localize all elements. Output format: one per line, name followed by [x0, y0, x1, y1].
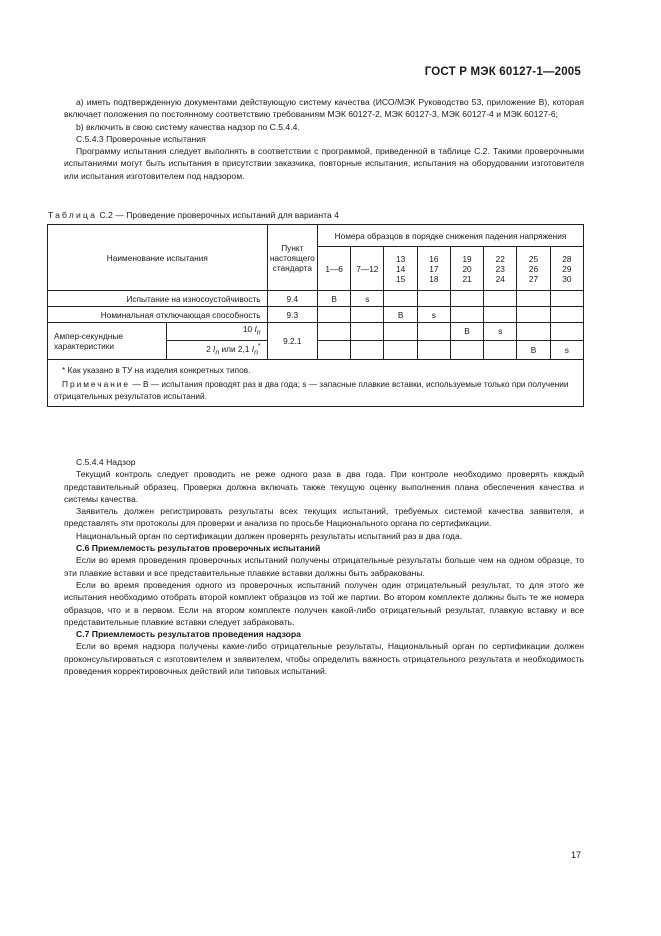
table-notes	[48, 360, 584, 407]
section-heading-c544: С.5.4.4 Надзор	[76, 457, 136, 467]
intro-block	[64, 96, 584, 182]
row-ampsec-r1-c6: s	[484, 323, 517, 341]
intro-item-a: а) иметь подтвержденную документами действующую систему качества (ИСО/МЭК Руководство 53, приложение В), которая включает положения по постоянному соответствию требованиям МЭК 60127-2, МЭК 60127-3, МЭК 60127-4 и МЭК 60127-6;	[64, 97, 584, 120]
c544-paragraph-3: Национальный орган по сертификации должен проверять результаты испытаний раз в два года.	[76, 530, 463, 541]
c6-paragraph-2: Если во время проведения одного из проверочных испытаний получен один отрицательный результат, то для этого же испытания необходимо отобрать второй комплект образцов из той же партии. Во втором комплекте должны быть те же номера образцов, что и в первом. Если на втором комплекте получен какой-либо отрицательный результат, плавкую вставку и все представительные плавкие вставки следует забраковать.	[64, 579, 584, 627]
row-ampsec-r1-c5: В	[450, 323, 483, 341]
header-sample-numbers: Номера образцов в порядке снижения падения напряжения	[318, 225, 584, 247]
page-number: 17	[570, 850, 581, 860]
header-test-name: Наименование испытания	[48, 225, 268, 291]
document-header: ГОСТ Р МЭК 60127-1—2005	[424, 66, 581, 78]
table-row-breaking	[48, 307, 584, 323]
sample-group-2: 7—12	[351, 247, 384, 291]
table-caption-text: С.2 — Проведение проверочных испытаний для варианта 4	[97, 210, 339, 220]
table-footnote: * Как указано в ТУ на изделия конкретных типов.	[62, 365, 251, 376]
row-breaking-clause: 9.3	[267, 307, 317, 323]
table-notes-row	[48, 360, 584, 407]
c6-paragraph-1: Если во время проведения проверочных испытаний получены отрицательные результаты больше чем на одном образце, то эти плавкие вставки и все представительные плавкие вставки должны быть забракованы.	[64, 555, 584, 578]
body-block	[64, 456, 584, 677]
sample-group-5: 19 20 21	[450, 247, 483, 291]
sample-group-3: 13 14 15	[384, 247, 417, 291]
section-text-c543: Программу испытания следует выполнять в соответствии с программой, приведенной в таблице С.2. Такими проверочными испытаниями могут быть испытания в присутствии заказчика, повторные испытания, испытания на оборудовании изготовителя или испытания изготовителем под надзором.	[64, 146, 584, 181]
row-wear-c1: В	[318, 291, 351, 307]
c7-paragraph-1: Если во время надзора получены какие-либо отрицательные результаты, Национальный орган по сертификации должен проконсультироваться с изготовителем и заявителем, чтобы определить важность отрицательного результата и необходимость проведения корректировочных действий или типовых испытаний.	[64, 641, 584, 677]
row-breaking-name: Номинальная отключающая способность	[48, 307, 268, 323]
row-breaking-c3: В	[384, 307, 417, 323]
row-ampsec-r2-c7: В	[517, 340, 550, 359]
table-row-wear	[48, 291, 584, 307]
row-ampsec-clause: 9.2.1	[267, 323, 317, 360]
table-caption	[48, 210, 339, 220]
table-row-ampsec-1	[48, 323, 584, 341]
section-heading-c6: С.6 Приемлемость результатов проверочных испытаний	[76, 543, 321, 554]
sample-group-7: 25 26 27	[517, 247, 550, 291]
row-ampsec-sub1: 10 $I_n$	[166, 323, 267, 341]
row-ampsec-sub2: 2 $I_n$ или 2,1 $I_n^*$	[166, 340, 267, 359]
row-wear-name: Испытание на износоустойчивость	[48, 291, 268, 307]
c544-paragraph-1: Текущий контроль следует проводить не реже одного раза в два года. При контроле необходимо проверять каждый представительный образец. Проверка должна включать также текущую оценку выполнения плана обеспечения качества и системы качества.	[64, 469, 584, 504]
row-wear-c2: s	[351, 291, 384, 307]
sample-group-1: 1—6	[318, 247, 351, 291]
sample-group-6: 22 23 24	[484, 247, 517, 291]
sample-group-8: 28 29 30	[550, 247, 583, 291]
row-wear-clause: 9.4	[267, 291, 317, 307]
header-clause: Пункт настоящего стандарта	[267, 225, 317, 291]
section-heading-c7: С.7 Приемлемость результатов проведения надзора	[76, 629, 301, 640]
table-caption-label: Таблица	[48, 210, 98, 220]
row-breaking-c4: s	[417, 307, 450, 323]
row-ampsec-name: Ампер-секундные характеристики	[48, 323, 167, 360]
sample-group-4: 16 17 18	[417, 247, 450, 291]
row-ampsec-r2-c8: s	[550, 340, 583, 359]
table-note: Примечание — В — испытания проводят раз в два года; s — запасные плавкие вставки, используемые только при получении отрицательных результатов испытаний.	[54, 379, 569, 402]
intro-item-b: b) включить в свою систему качества надзор по С.5.4.4.	[76, 121, 300, 132]
verification-tests-table	[47, 224, 584, 407]
section-heading-c543: С.5.4.3 Проверочные испытания	[76, 133, 206, 144]
c544-paragraph-2: Заявитель должен регистрировать результаты всех текущих испытаний, требуемых системой качества заявителя, и представлять эти протоколы для проверки и анализа по просьбе Национального органа по сертификации.	[64, 506, 584, 529]
